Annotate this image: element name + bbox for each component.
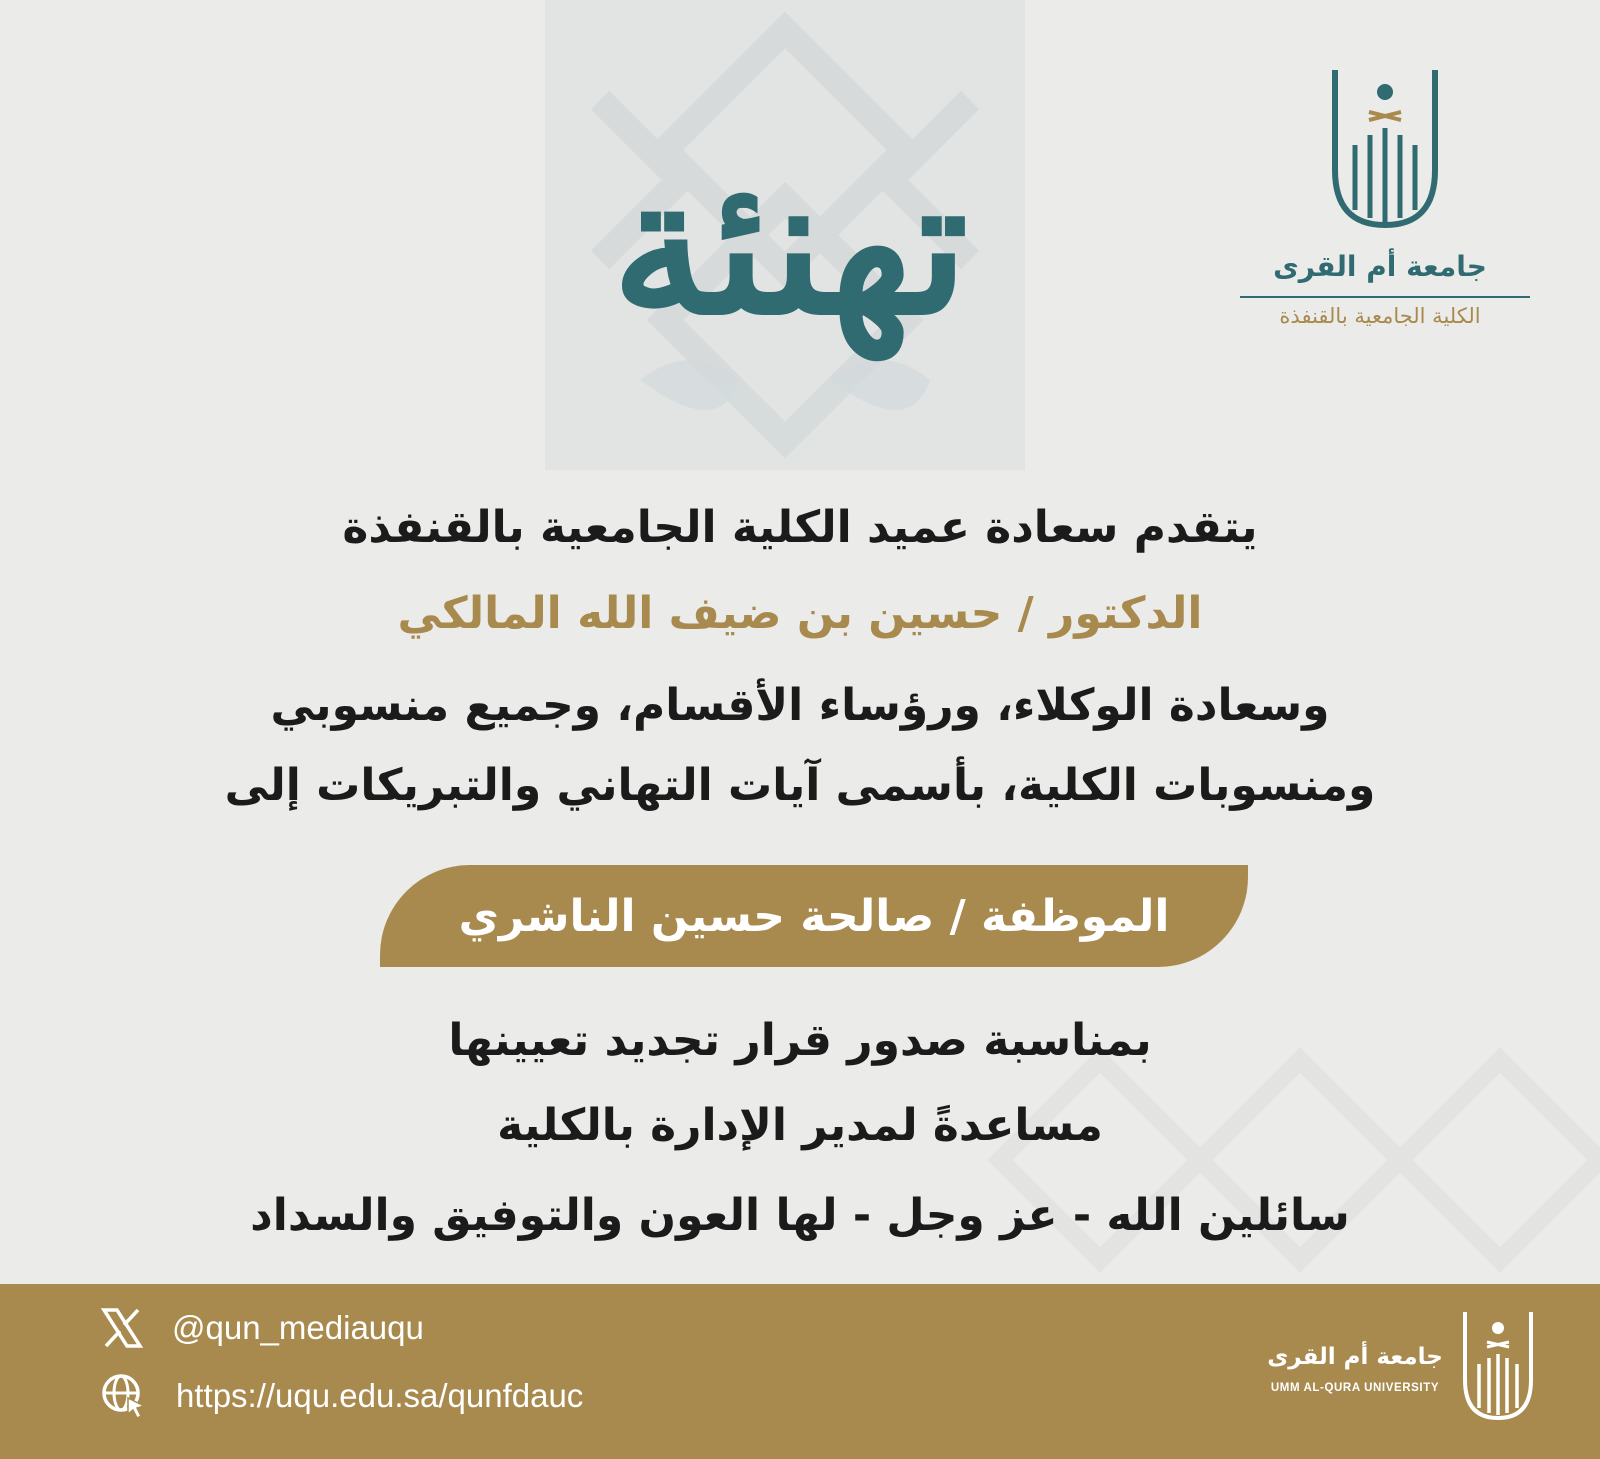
employee-name: الموظفة / صالحة حسين الناشري [458, 890, 1170, 942]
footer-logo-english: UMM AL-QURA UNIVERSITY [1270, 1382, 1440, 1394]
message-line-4: ومنسوبات الكلية، بأسمى آيات التهاني والتبريكات إلى [224, 760, 1376, 811]
footer-university-icon [1459, 1304, 1537, 1424]
website-row[interactable] [100, 1372, 583, 1420]
college-name: الكلية الجامعية بالقنفذة [1279, 304, 1481, 328]
page-title: تهنئة [611, 133, 969, 357]
dean-name: الدكتور / حسين بن ضيف الله المالكي [397, 588, 1203, 639]
message-line-7: مساعدةً لمدير الإدارة بالكلية [497, 1100, 1103, 1151]
message-line-8: سائلين الله - عز وجل - لها العون والتوفيق والسداد [250, 1190, 1350, 1241]
footer-logo [1255, 1304, 1545, 1434]
footer [0, 1284, 1600, 1459]
website-link[interactable]: https://uqu.edu.sa/qunfdauc [176, 1377, 584, 1414]
x-handle[interactable]: @qun_mediauqu [172, 1309, 424, 1346]
umm-al-qura-logo-icon [1325, 60, 1445, 230]
logo-divider [1240, 296, 1530, 298]
globe-cursor-icon [100, 1372, 148, 1420]
x-logo-icon [100, 1306, 144, 1350]
university-logo [1230, 60, 1540, 340]
x-handle-row[interactable] [100, 1306, 424, 1350]
footer-logo-arabic: جامعة أم القرى [1267, 1344, 1443, 1370]
message-line-6: بمناسبة صدور قرار تجديد تعيينها [448, 1015, 1152, 1066]
message-line-1: يتقدم سعادة عميد الكلية الجامعية بالقنفذة [342, 502, 1258, 553]
employee-name-banner [380, 865, 1248, 967]
university-name: جامعة أم القرى [1273, 250, 1487, 283]
message-line-3: وسعادة الوكلاء، ورؤساء الأقسام، وجميع منسوبي [270, 680, 1330, 731]
